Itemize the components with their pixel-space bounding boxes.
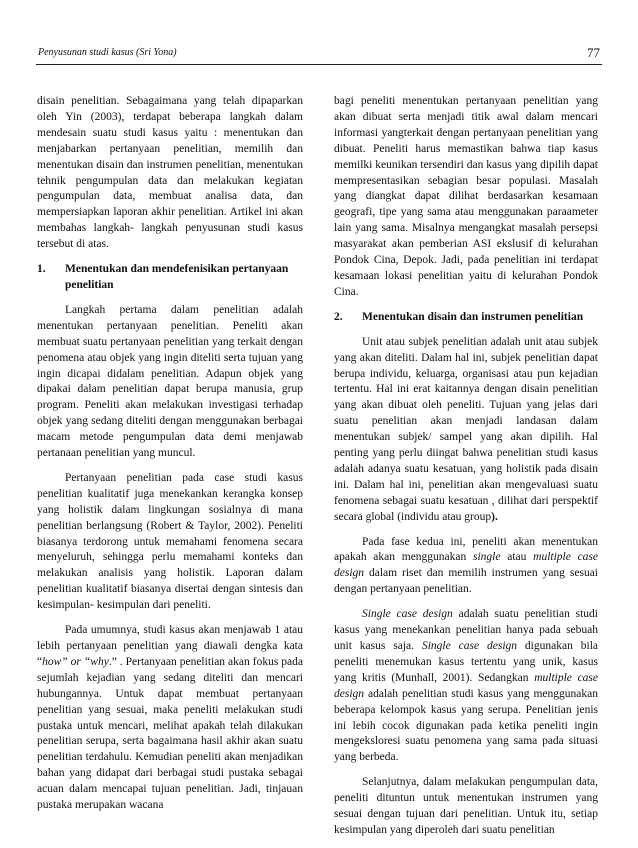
paragraph: Langkah pertama dalam penelitian adalah menentukan pertanyaan penelitian. Peneliti akan membuat suatu pertanyaan penelitian yang terkait dengan penomena atau objek yang ingin diteliti serta tujuan yang ingin dicapai didalam penelitian. Adapun objek yang dipakai dalam penelitian dapat berupa manusia, grup program. Peneliti akan melakukan investigasi terhadap objek yang sedang diteliti dengan menggunakan berbagai macam metode pengumpulan data demi menjawab pertanaan penelitian yang muncul. xyxy=(37,303,303,460)
emphasis-text: how” or “why xyxy=(42,655,109,668)
text-run: digunakan bila peneliti menemukan kasus tertentu yang unik, kasus yang kritis (Munhall, 2001). Sedangkan xyxy=(334,640,599,684)
emphasis-text: multiple case design xyxy=(334,671,598,700)
text-run: adalah suatu penelitian studi kasus yang menekankan penelitian hanya pada sebuah unit kasus saja. xyxy=(334,608,599,652)
paragraph: bagi peneliti menentukan pertanyaan penelitian yang akan dibuat serta menjadi titik awal dalam mencari informasi yangterkait dengan pertanyaan penelitian yang dibuat. Peneliti harus memastikan bahwa tiap kasus memilki keunikan tersendiri dan kasus yang dipilih dapat mempresentasikan sebagian besar populasi. Masalah yang diangkat dapat dilihat berdasarkan kesamaan geografi, tipe yang sama atau menggunakan paraameter lain yang sama. Misalnya mengangkat masalah persepsi masyarakat akan pemberian ASI ekslusif di kelurahan Pondok Cina, Depok. Jadi, pada penelitian ini terdapat kesamaan lokasi penelitian yaitu di kelurahan Pondok Cina. xyxy=(334,95,598,298)
page-header xyxy=(36,46,602,65)
emphasis-text: multiple case design xyxy=(334,551,599,580)
emphasis-text: Single case design xyxy=(362,608,453,621)
text-run: dalam riset dan memilih instrumen yang sesuai dengan pertanyaan penelitian. xyxy=(334,567,598,596)
text-run: Pada fase kedua ini, peneliti akan menentukan apakah akan menggunakan xyxy=(334,535,598,564)
paragraph xyxy=(334,335,598,526)
text-run: .” . Pertanyaan penelitian akan fokus pada sejumlah kejadian yang sedang diteliti dan mencari hubungannya. Untuk dapat membuat pertanyaan penelitian yang sesuai, maka peneliti melakukan studi pustaka untuk mencari, melihat apakah telah dilakukan penelitian serupa, serta bagaimana hasil akhir akan suatu penelitian terdahulu. Kemudian peneliti akan menjadikan bahan yang didapat dari berbagai studi pustaka sebagai acuan dalam mencapai tujuan penelitian. Jadi, tinjauan pustaka merupakan wacana xyxy=(37,655,303,812)
text-run: atau xyxy=(500,551,534,564)
paragraph xyxy=(334,607,598,766)
paragraph: disain penelitian. Sebagaimana yang telah dipaparkan oleh Yin (2003), terdapat beberapa langkah dalam mendesain suatu studi kasus yaitu : menentukan dan menjabarkan pertanyaan penelitian, memilih dan menentukan disain dan instrumen penelitian, menentukan tehnik pengumpulan data dan melakukan kegiatan pengumpulan data, membuat analisa data, dan mempersiapkan laporan akhir penelitian. Artikel ini akan membahas langkah- langkah penyusunan studi kasus tersebut di atas. xyxy=(37,95,303,251)
text-run: Unit atau subjek penelitian adalah unit atau subjek yang akan diteliti. Dalam hal ini, subjek penelitian dapat berupa individu, keluarga, organisasi atau pun kejadian tertentu. Hal ini erat kaitannya dengan disain penelitian yang akan dibuat oleh peneliti. Tujuan yang jelas dari suatu penelitian akan menjadi landasan dalam menentukan subjek/ sampel yang akan dipilih. Hal penting yang perlu diingat bahwa penelitian studi kasus adalah adanya suatu kesatuan, yang holistik pada disain ini. Dalam hal ini, penelitian akan mengevaluasi suatu fenomena sebagai suatu kesatuan , dilihat dari perspektif secara global (individu atau group xyxy=(334,335,598,523)
paragraph xyxy=(334,535,598,599)
running-title: Penyusunan studi kasus (Sri Yona) xyxy=(38,47,177,58)
text-run: adalah penelitian studi kasus yang menggunakan beberapa kelompok kasus yang serupa. Penelitian jenis ini lebih cocok digunakan pada ketika peneliti ingin mengeksloresi suatu penomena yang sama pada situasi yang berbeda. xyxy=(334,687,598,764)
right-column xyxy=(334,94,598,848)
section-heading-1 xyxy=(37,262,303,294)
emphasis-text: single xyxy=(473,551,501,564)
page-number: 77 xyxy=(587,45,600,60)
paragraph xyxy=(37,623,303,814)
section-number: 1. xyxy=(37,263,46,276)
bold-text: ). xyxy=(491,510,498,523)
section-number: 2. xyxy=(334,310,343,323)
section-title: Menentukan dan mendefenisikan pertanyaan penelitian xyxy=(65,263,289,291)
left-column xyxy=(37,94,303,823)
paragraph: Pertanyaan penelitian pada case studi kasus penelitian kualitatif juga menekankan kerangka konsep yang holistik dalam lingkungan sosialnya di mana penelitian berlangsung (Robert & Taylor, 2002). Peneliti biasanya terdorong untuk memahami fenomena secara menyeluruh, sehingga perlu memahami konteks dan melakukan analisis yang holistik. Laporan dalam penelitian kualitatif biasanya disertai dengan sintesis dan kesimpulan- kesimpulan dari peneliti. xyxy=(37,471,303,612)
section-heading-2 xyxy=(334,310,598,326)
paragraph: Selanjutnya, dalam melakukan pengumpulan data, peneliti dituntun untuk menentukan instrumen yang sesuai dengan tujuan dari penelitian. Untuk itu, setiap kesimpulan yang diperoleh dari suatu penelitian xyxy=(334,776,598,836)
section-title: Menentukan disain dan instrumen penelitian xyxy=(362,310,584,323)
emphasis-text: Single case design xyxy=(421,640,518,652)
text-run: Pada umumnya, studi kasus akan menjawab 1 atau lebih pertanyaan penelitian yang diawali dengka kata “ xyxy=(37,624,303,668)
